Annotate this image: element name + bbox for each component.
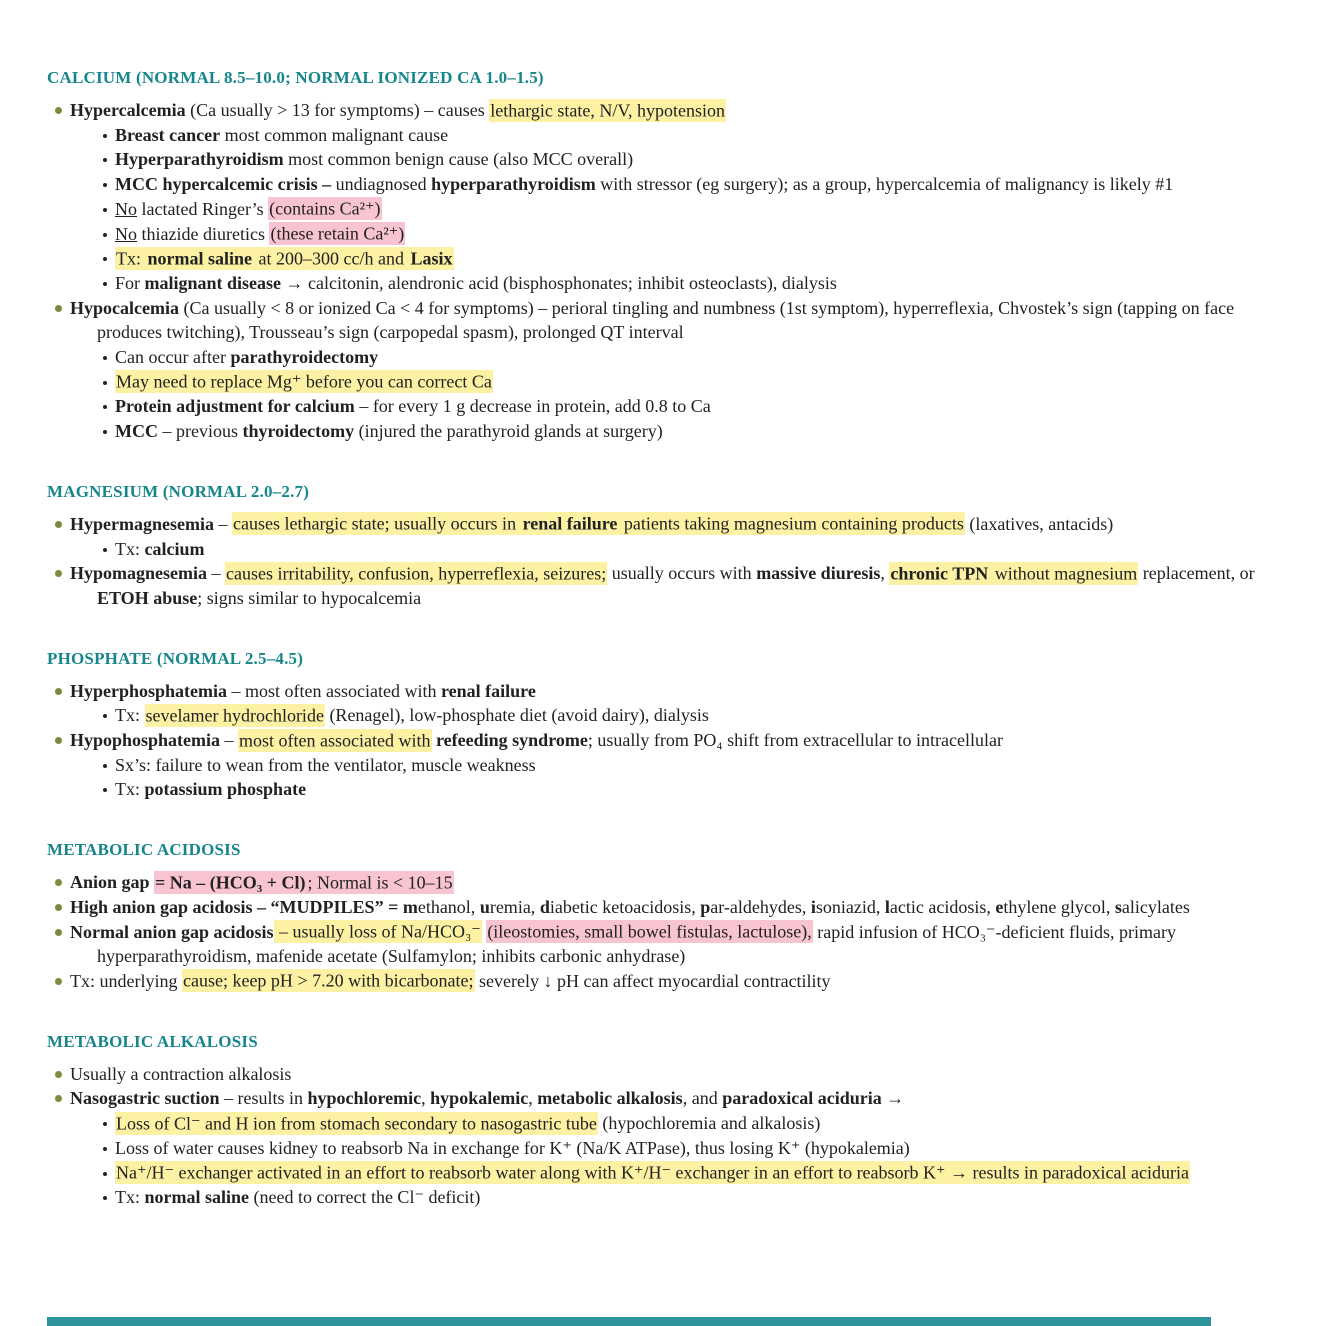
text-segment: Tx:: [115, 779, 145, 800]
sub-bullet-dot-icon: [103, 183, 107, 187]
bullet-item: [47, 1086, 1290, 1111]
section: [47, 840, 1290, 994]
sub-bullet-dot-icon: [103, 158, 107, 162]
text-segment: hypochloremic: [307, 1088, 422, 1109]
section: [47, 1032, 1290, 1210]
text-segment: (injured the parathyroid glands at surgery): [354, 421, 663, 442]
text-segment: u: [479, 896, 490, 917]
highlighted-text: cause; keep pH > 7.20 with bicarbonate;: [182, 970, 474, 991]
sub-bullet-item: [47, 537, 1290, 562]
sub-bullet-dot-icon: [103, 764, 107, 768]
bullet-dot-icon: [55, 929, 62, 936]
bullet-dot-icon: [55, 1095, 62, 1102]
text-segment: ethanol,: [417, 896, 480, 917]
sub-bullet-item: [47, 197, 1290, 222]
text-segment: hyperparathyroidism: [431, 174, 596, 195]
bullet-item: [47, 679, 1290, 704]
text-segment: ,: [421, 1088, 431, 1109]
text-segment: Can occur after: [115, 347, 231, 368]
sub-bullet-dot-icon: [103, 134, 107, 138]
sub-bullet-dot-icon: [103, 381, 107, 385]
text-segment: MCC: [115, 421, 158, 442]
sub-bullet-dot-icon: [103, 356, 107, 360]
text-segment: undiagnosed: [331, 174, 432, 195]
text-segment: (hypochloremia and alkalosis): [597, 1113, 821, 1134]
sub-bullet-dot-icon: [103, 233, 107, 237]
sub-bullet-dot-icon: [103, 1172, 107, 1176]
text-segment: Hypercalcemia: [70, 100, 186, 120]
text-segment: – previous: [158, 421, 243, 442]
text-segment: renal failure: [441, 680, 536, 701]
text-segment: potassium phosphate: [144, 779, 307, 800]
text-segment: paradoxical aciduria: [722, 1088, 882, 1109]
text-segment: thylene glycol,: [1003, 896, 1115, 917]
document: [47, 68, 1290, 1248]
text-segment: ; usually from PO₄ shift from extracellular to intracellular: [587, 730, 1003, 751]
highlighted-text: (these retain Ca²⁺): [270, 223, 405, 244]
text-segment: alicylates: [1121, 896, 1190, 917]
sub-bullet-item: [47, 394, 1290, 419]
text-segment: Tx:: [115, 538, 145, 559]
highlighted-text: causes lethargic state; usually occurs in: [232, 513, 521, 534]
text-segment: No: [115, 198, 137, 219]
sub-bullet-item: [47, 1111, 1290, 1136]
text-segment: High anion gap acidosis – “MUDPILES” =: [70, 896, 403, 917]
section: [47, 482, 1290, 611]
text-segment: Usually a contraction alkalosis: [70, 1063, 292, 1084]
text-segment: (Ca usually < 8 or ionized Ca < 4 for symptoms) – perioral tingling and numbness (1st symptom), hyperreflexia, Chvostek’s sign (tapping on face produces twitching), Trousseau’s sign (carpopedal spasm), prolonged QT interval: [97, 297, 1235, 343]
text-segment: Anion gap: [70, 872, 155, 893]
text-segment: ar-aldehydes,: [710, 896, 811, 917]
bullet-item: [47, 920, 1290, 969]
highlighted-text: Na⁺/H⁻ exchanger activated in an effort to reabsorb water along with K⁺/H⁻ exchanger in an effort to reabsorb K⁺ → results in paradoxical aciduria: [116, 1162, 1189, 1183]
text-segment: massive diuresis: [756, 563, 881, 584]
highlighted-text: causes irritability, confusion, hyperreflexia, seizures;: [226, 563, 607, 584]
bullet-item: [47, 561, 1290, 610]
highlighted-text: normal saline: [147, 248, 253, 269]
text-segment: Sx’s: failure to wean from the ventilator, muscle weakness: [115, 754, 536, 775]
bullet-item: [47, 870, 1290, 895]
bullet-dot-icon: [55, 521, 62, 528]
bullet-item: [47, 895, 1290, 920]
text-segment: ,: [880, 563, 890, 584]
text-segment: Tx:: [115, 1187, 145, 1208]
highlighted-text: sevelamer hydrochloride: [145, 705, 324, 726]
sub-bullet-item: [47, 246, 1290, 271]
text-segment: lactated Ringer’s: [137, 198, 269, 219]
sub-bullet-item: [47, 777, 1290, 802]
text-segment: actic acidosis,: [889, 896, 996, 917]
text-segment: –: [213, 513, 232, 534]
text-segment: →: [881, 1088, 905, 1109]
bullet-dot-icon: [55, 737, 62, 744]
text-segment: Hypophosphatemia: [70, 730, 221, 751]
section: [47, 68, 1290, 444]
text-segment: – results in: [219, 1088, 308, 1109]
highlighted-text: (contains Ca²⁺): [269, 198, 381, 219]
text-segment: malignant disease: [144, 272, 282, 293]
text-segment: parathyroidectomy: [230, 347, 379, 368]
text-segment: e: [995, 896, 1004, 917]
bullet-dot-icon: [55, 1071, 62, 1078]
text-segment: severely ↓ pH can affect myocardial contractility: [474, 970, 831, 991]
highlighted-text: ; Normal is < 10–15: [307, 872, 453, 893]
highlighted-text: Loss of Cl⁻ and H ion from stomach secondary to nasogastric tube: [116, 1113, 597, 1134]
text-segment: (laxatives, antacids): [964, 513, 1114, 534]
highlighted-text: lethargic state, N/V, hypotension: [490, 100, 726, 120]
text-segment: refeeding syndrome: [436, 730, 588, 751]
bullet-dot-icon: [55, 688, 62, 695]
text-segment: Loss of water causes kidney to reabsorb Na in exchange for K⁺ (Na/K ATPase), thus losing K⁺ (hypokalemia): [115, 1137, 910, 1158]
section-title: METABOLIC ALKALOSIS: [47, 1031, 258, 1051]
highlighted-text: without magnesium: [990, 563, 1138, 584]
bullet-item: [47, 512, 1290, 537]
text-segment: MCC hypercalcemic crisis –: [115, 174, 332, 195]
section-title: PHOSPHATE (NORMAL 2.5–4.5): [47, 648, 304, 668]
highlighted-text: Lasix: [410, 248, 453, 269]
section: [47, 649, 1290, 803]
highlighted-text: Tx:: [116, 248, 146, 269]
text-segment: thiazide diuretics: [137, 223, 270, 244]
section-title: MAGNESIUM (NORMAL 2.0–2.7): [47, 481, 310, 501]
sub-bullet-dot-icon: [103, 430, 107, 434]
text-segment: → calcitonin, alendronic acid (bisphosphonates; inhibit osteoclasts), dialysis: [281, 272, 837, 293]
sub-bullet-dot-icon: [103, 1122, 107, 1126]
text-segment: most common benign cause (also MCC overall): [283, 149, 634, 170]
bullet-item: [47, 969, 1290, 994]
highlighted-text: May need to replace Mg⁺ before you can correct Ca: [116, 371, 492, 392]
sub-bullet-item: [47, 345, 1290, 370]
bullet-dot-icon: [55, 107, 62, 114]
highlighted-text: patients taking magnesium containing products: [619, 513, 964, 534]
text-segment: thyroidectomy: [242, 421, 355, 442]
bullet-dot-icon: [55, 305, 62, 312]
text-segment: (need to correct the Cl⁻ deficit): [249, 1187, 481, 1208]
text-segment: Hypermagnesemia: [70, 513, 214, 534]
sub-bullet-dot-icon: [103, 1196, 107, 1200]
sub-bullet-dot-icon: [103, 788, 107, 792]
text-segment: s: [1114, 896, 1122, 917]
text-segment: iabetic ketoacidosis,: [549, 896, 701, 917]
text-segment: Tx: underlying: [70, 970, 182, 991]
sub-bullet-dot-icon: [103, 714, 107, 718]
text-segment: metabolic alkalosis: [537, 1088, 683, 1109]
sub-bullet-item: [47, 271, 1290, 296]
text-segment: soniazid,: [815, 896, 885, 917]
highlighted-text: renal failure: [522, 513, 618, 534]
text-segment: – for every 1 g decrease in protein, add 0.8 to Ca: [354, 396, 711, 417]
next-section-header-bar: [47, 1317, 1211, 1326]
text-segment: ; signs similar to hypocalcemia: [197, 587, 422, 608]
text-segment: Protein adjustment for calcium: [115, 396, 355, 417]
text-segment: p: [700, 896, 711, 917]
highlighted-text: = Na – (HCO₃ + Cl): [155, 872, 306, 893]
sub-bullet-dot-icon: [103, 257, 107, 261]
sub-bullet-dot-icon: [103, 548, 107, 552]
text-segment: (Renagel), low-phosphate diet (avoid dairy), dialysis: [324, 705, 709, 726]
text-segment: No: [115, 223, 137, 244]
sub-bullet-dot-icon: [103, 282, 107, 286]
section-title: METABOLIC ACIDOSIS: [47, 840, 241, 860]
highlighted-text: – usually loss of Na/HCO₃⁻: [274, 921, 481, 942]
sub-bullet-item: [47, 753, 1290, 778]
bullet-dot-icon: [55, 570, 62, 577]
bullet-item: [47, 1062, 1290, 1087]
text-segment: rapid infusion of HCO₃⁻-deficient fluids, primary hyperparathyroidism, mafenide acetate (Sulfamylon; inhibits carbonic anhydrase): [97, 921, 1176, 967]
text-segment: hypokalemic: [430, 1088, 529, 1109]
text-segment: Hyperparathyroidism: [115, 149, 284, 170]
highlighted-text: chronic TPN: [890, 563, 989, 584]
sub-bullet-dot-icon: [103, 1147, 107, 1151]
sub-bullet-item: [47, 1136, 1290, 1161]
bullet-item: [47, 728, 1290, 753]
bullet-dot-icon: [55, 879, 62, 886]
text-segment: d: [539, 896, 550, 917]
text-segment: ETOH abuse: [97, 587, 198, 608]
text-segment: Nasogastric suction: [70, 1088, 220, 1109]
text-segment: remia,: [489, 896, 540, 917]
text-segment: –: [220, 730, 239, 751]
text-segment: For: [115, 272, 145, 293]
bullet-dot-icon: [55, 978, 62, 985]
text-segment: Hypocalcemia: [70, 297, 179, 318]
highlighted-text: at 200–300 cc/h and: [254, 248, 409, 269]
sub-bullet-dot-icon: [103, 405, 107, 409]
bullet-dot-icon: [55, 904, 62, 911]
text-segment: –: [207, 563, 225, 584]
section-title: CALCIUM (NORMAL 8.5–10.0; NORMAL IONIZED CA 1.0–1.5): [47, 68, 544, 87]
sub-bullet-item: [47, 172, 1290, 197]
text-segment: Tx:: [115, 705, 145, 726]
text-segment: i: [810, 896, 816, 917]
sub-bullet-item: [47, 1161, 1290, 1186]
bullet-item: [47, 296, 1290, 345]
text-segment: , and: [682, 1088, 723, 1109]
sub-bullet-item: [47, 703, 1290, 728]
text-segment: – most often associated with: [227, 680, 441, 701]
highlighted-text: most often associated with: [239, 730, 431, 751]
sub-bullet-item: [47, 123, 1290, 148]
sub-bullet-dot-icon: [103, 208, 107, 212]
text-segment: (Ca usually > 13 for symptoms) – causes: [185, 100, 490, 120]
text-segment: m: [402, 896, 418, 917]
text-segment: Hypomagnesemia: [70, 563, 207, 584]
text-segment: l: [884, 896, 890, 917]
sub-bullet-item: [47, 370, 1290, 395]
sub-bullet-item: [47, 222, 1290, 247]
text-segment: Normal anion gap acidosis: [70, 921, 274, 942]
bullet-item: [47, 98, 1290, 123]
text-segment: replacement, or: [1138, 563, 1255, 584]
text-segment: Hyperphosphatemia: [70, 680, 228, 701]
highlighted-text: (ileostomies, small bowel fistulas, lactulose),: [487, 921, 812, 942]
text-segment: most common malignant cause: [220, 124, 449, 145]
sub-bullet-item: [47, 1185, 1290, 1210]
sub-bullet-item: [47, 419, 1290, 444]
text-segment: calcium: [144, 538, 205, 559]
text-segment: Breast cancer: [115, 124, 221, 145]
text-segment: normal saline: [144, 1187, 250, 1208]
text-segment: ,: [528, 1088, 538, 1109]
text-segment: with stressor (eg surgery); as a group, hypercalcemia of malignancy is likely #1: [595, 174, 1174, 195]
sub-bullet-item: [47, 147, 1290, 172]
text-segment: usually occurs with: [607, 563, 757, 584]
